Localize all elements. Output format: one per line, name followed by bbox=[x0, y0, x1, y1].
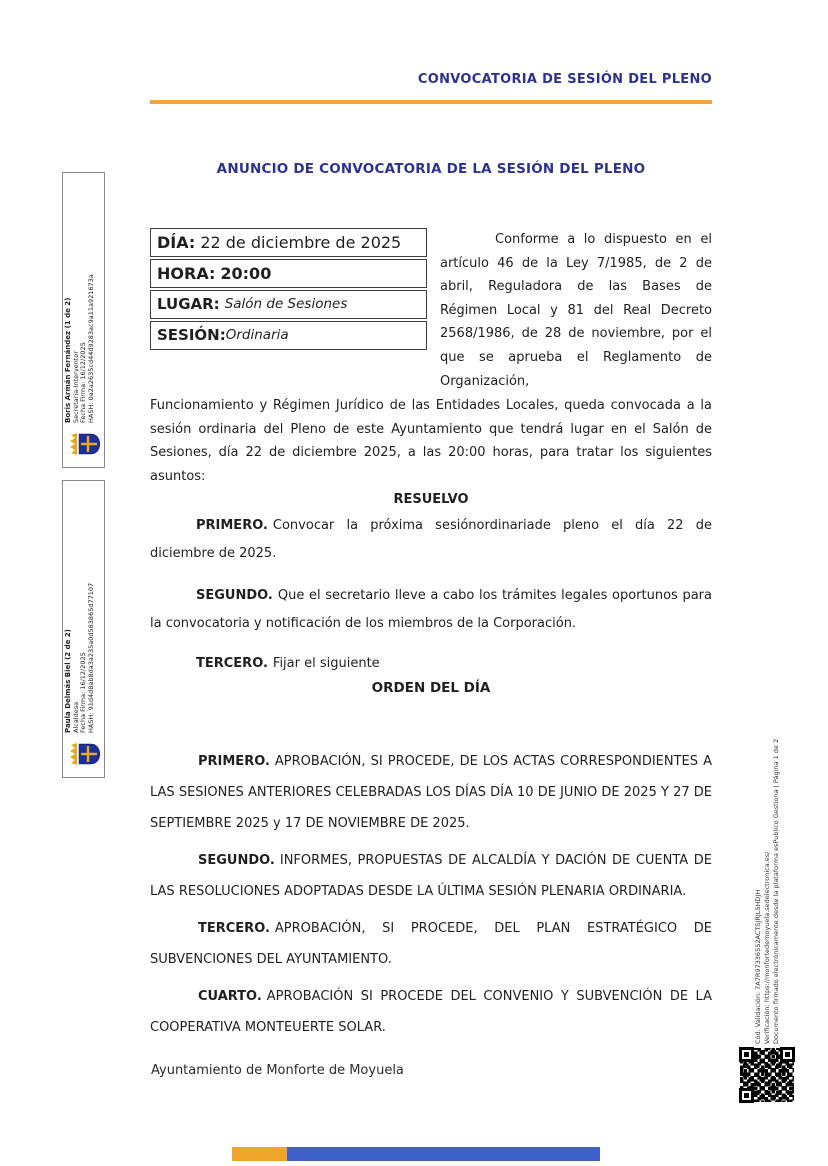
day-value: 22 de diciembre de 2025 bbox=[200, 232, 402, 252]
place-label: LUGAR: bbox=[157, 295, 220, 313]
resuelvo-heading: RESUELVO bbox=[393, 492, 469, 508]
signer-name: Boris Armán Fernández (1 de 2) bbox=[64, 297, 72, 423]
footer-bar-yellow-segment bbox=[232, 1147, 287, 1161]
coat-of-arms-icon bbox=[67, 431, 101, 457]
signer-name: Paula Delmás Biel (2 de 2) bbox=[64, 629, 72, 733]
session-day-row bbox=[150, 228, 427, 257]
orden-tercero-label: TERCERO. bbox=[198, 920, 270, 936]
verification-url: Verificación: https://monfortedemoyuela.sedelectronica.es/ bbox=[763, 851, 771, 1044]
resolution-primero-label: PRIMERO. bbox=[196, 517, 268, 533]
orden-segundo-label: SEGUNDO. bbox=[198, 852, 275, 868]
signature-text-block bbox=[65, 274, 95, 423]
session-type-value: Ordinaria bbox=[225, 327, 289, 343]
orden-segundo-text: INFORMES, PROPUESTAS DE ALCALDÍA Y DACIÓN DE CUENTA DE LAS RESOLUCIONES ADOPTADAS DESDE LA ÚLTIMA SESIÓN PLENARIA ORDINARIA. bbox=[150, 852, 712, 899]
validation-code: Cód. Validación: 7A7R97336552ACTSJRJL5HDJH bbox=[754, 889, 762, 1044]
document-kicker: CONVOCATORIA DE SESIÓN DEL PLENO bbox=[417, 72, 712, 87]
coat-of-arms-icon bbox=[67, 741, 101, 767]
intro-section bbox=[150, 228, 712, 394]
signature-hash: HASH: 0a2a2635cd44d9283ac9a11a921673a bbox=[86, 274, 95, 423]
hour-label: HORA: bbox=[157, 263, 216, 283]
header-rule bbox=[150, 100, 712, 104]
validation-strip-content bbox=[754, 688, 796, 1044]
session-type-row bbox=[150, 321, 427, 350]
session-place-row bbox=[150, 290, 427, 319]
resolution-primero bbox=[150, 512, 712, 568]
orden-item-cuarto bbox=[150, 981, 712, 1043]
page-title: ANUNCIO DE CONVOCATORIA DE LA SESIÓN DEL PLENO bbox=[216, 161, 646, 177]
orden-item-segundo bbox=[150, 845, 712, 907]
qr-code bbox=[737, 1045, 797, 1105]
orden-cuarto-text: APROBACIÓN SI PROCEDE DEL CONVENIO Y SUBVENCIÓN DE LA COOPERATIVA MONTEUERTE SOLAR. bbox=[150, 988, 712, 1035]
orden-cuarto-label: CUARTO. bbox=[198, 988, 262, 1004]
resolution-tercero-text: Fijar el siguiente bbox=[272, 655, 380, 671]
gestiona-footer-bar bbox=[232, 1147, 600, 1161]
resolution-segundo bbox=[150, 582, 712, 638]
signer-role: Alcaldesa bbox=[71, 701, 80, 733]
day-label: DÍA: bbox=[157, 232, 196, 252]
session-info-box bbox=[150, 228, 427, 352]
signature-stamp-alcaldesa-content bbox=[63, 481, 104, 777]
signature-date: Fecha Firma: 16/12/2025 bbox=[79, 652, 87, 733]
signer-role: Secretaria-Interventor bbox=[71, 351, 80, 423]
resolution-tercero-label: TERCERO. bbox=[196, 655, 268, 671]
place-value: Salón de Sesiones bbox=[224, 296, 348, 312]
resolution-segundo-label: SEGUNDO. bbox=[196, 587, 273, 603]
resolution-tercero bbox=[150, 652, 712, 676]
footer-organization: Ayuntamiento de Monforte de Moyuela bbox=[151, 1063, 404, 1078]
orden-del-dia-heading: ORDEN DEL DÍA bbox=[371, 679, 491, 696]
legal-intro-continuation: Funcionamiento y Régimen Jurídico de las Entidades Locales, queda convocada a la sesión ordinaria del Pleno de este Ayuntamiento que tendrá lugar en el Salón de Sesiones, día 22 de diciembre 2025, a las 20:00 horas, para tratar los siguientes asuntos: bbox=[150, 398, 712, 484]
signed-platform-note: Documento firmado electrónicamente desde la plataforma esPublico Gestiona | Página 1 de 2 bbox=[772, 738, 780, 1044]
signature-date: Fecha Firma: 16/12/2025 bbox=[79, 342, 87, 423]
signature-stamp-secretario-content bbox=[63, 173, 104, 467]
signature-stamp-alcaldesa bbox=[62, 480, 105, 778]
legal-intro-paragraph: Conforme a lo dispuesto en el artículo 46 de la Ley 7/1985, de 2 de abril, Reguladora de las Bases de Régimen Local y 81 del Real Decreto 2568/1986, de 28 de noviembre, por el que se aprueba el Reglamento de Organización, bbox=[440, 232, 712, 389]
qr-finder-top-right bbox=[780, 1047, 795, 1062]
session-hour-row bbox=[150, 259, 427, 288]
signature-text-block bbox=[65, 583, 95, 733]
orden-item-tercero bbox=[150, 913, 712, 975]
orden-primero-text: APROBACIÓN, SI PROCEDE, DE LOS ACTAS CORRESPONDIENTES A LAS SESIONES ANTERIORES CELEBRADAS LOS DÍAS DÍA 10 DE JUNIO DE 2025 Y 27 DE SEPTIEMBRE 2025 y 17 DE NOVIEMBRE DE 2025. bbox=[150, 753, 712, 831]
qr-finder-bottom-left bbox=[739, 1088, 754, 1103]
validation-strip bbox=[754, 688, 796, 1044]
resolution-segundo-text: Que el secretario lleve a cabo los trámites legales oportunos para la convocatoria y notificación de los miembros de la Corporación. bbox=[150, 587, 712, 631]
footer-bar-blue-segment bbox=[287, 1147, 600, 1161]
session-type-label: SESIÓN: bbox=[157, 326, 226, 344]
signature-hash: HASH: 91d4d8ab8da3a235a0d583865d77107 bbox=[86, 582, 95, 733]
orden-item-primero bbox=[150, 746, 712, 839]
document-body bbox=[150, 228, 712, 1043]
orden-primero-label: PRIMERO. bbox=[198, 753, 270, 769]
qr-finder-top-left bbox=[739, 1047, 754, 1062]
orden-tercero-text: APROBACIÓN, SI PROCEDE, DEL PLAN ESTRATÉGICO DE SUBVENCIONES DEL AYUNTAMIENTO. bbox=[150, 920, 712, 967]
signature-stamp-secretario bbox=[62, 172, 105, 468]
resolution-primero-text: Convocar la próxima sesiónordinariade pleno el día 22 de diciembre de 2025. bbox=[150, 517, 712, 561]
hour-value: 20:00 bbox=[220, 263, 272, 283]
